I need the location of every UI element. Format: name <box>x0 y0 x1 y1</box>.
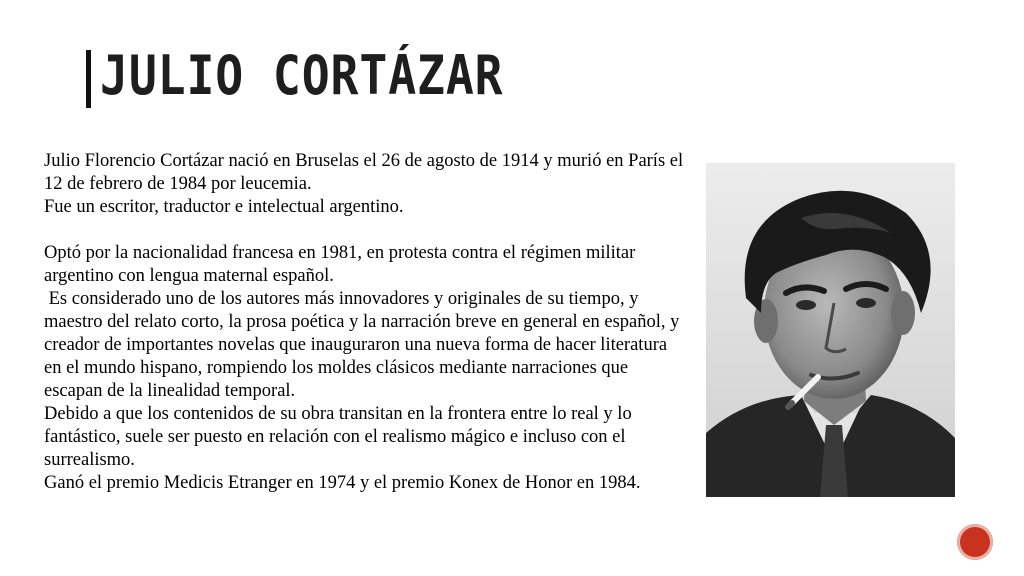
paragraph-birth-death: Julio Florencio Cortázar nació en Bruselas el 26 de agosto de 1914 y murió en París el 12 de febrero de 1984 por leucemia. <box>44 151 684 194</box>
paragraph-influence: Es considerado uno de los autores más innovadores y originales de su tiempo, y maestro del relato corto, la prosa poética y la narración breve en general en español, y creador de importantes novelas que inauguraron una nueva forma de hacer literatura en el mundo hispano, rompiendo los moldes clásicos mediante narraciones que escapan de la linealidad temporal. <box>44 289 685 401</box>
slide-number-badge <box>957 524 993 560</box>
paragraph-nationality: Optó por la nacionalidad francesa en 1981, en protesta contra el régimen militar argentino con lengua maternal español. <box>44 243 636 286</box>
paragraph-awards: Ganó el premio Medicis Etranger en 1974 y el premio Konex de Honor en 1984. <box>44 473 641 493</box>
paragraph-fantastic: Debido a que los contenidos de su obra transitan en la frontera entre lo real y lo fantástico, suele ser puesto en relación con el realismo mágico e incluso con el surrealismo. <box>44 404 632 470</box>
author-portrait-photo <box>706 163 955 497</box>
paragraph-profession: Fue un escritor, traductor e intelectual argentino. <box>44 197 404 217</box>
slide-title: JULIO CORTÁZAR <box>100 44 504 107</box>
slide-body-text <box>44 150 684 495</box>
title-accent-bar <box>86 50 91 108</box>
portrait-illustration <box>706 163 955 497</box>
paragraph-spacer <box>44 219 684 242</box>
